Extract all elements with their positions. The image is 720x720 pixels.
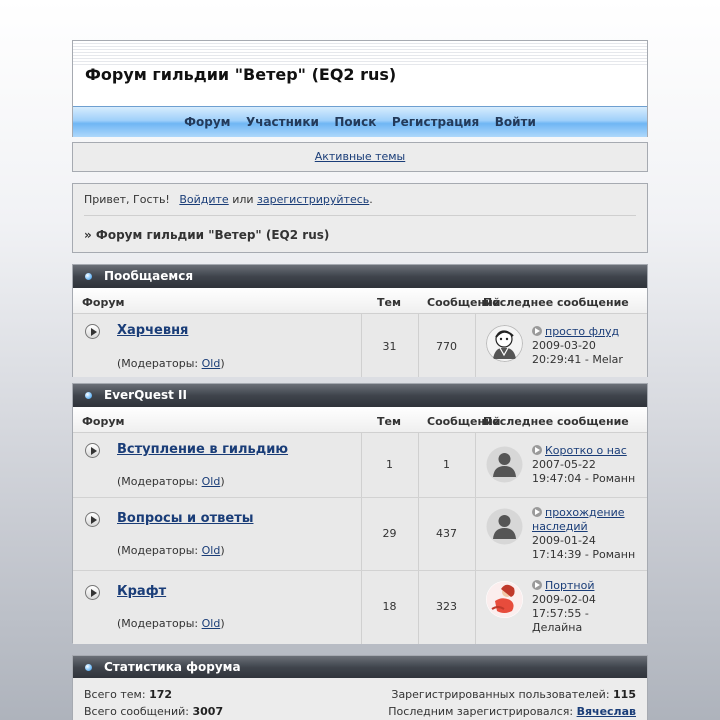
last-post	[532, 579, 644, 635]
last-post	[532, 444, 644, 486]
last-post	[532, 506, 644, 562]
last-post-author: Делайна	[532, 621, 583, 634]
last-post	[532, 325, 644, 367]
nav-login[interactable]: Войти	[494, 115, 536, 129]
greeting-text: Привет, Гость!	[84, 193, 170, 206]
forum-row	[73, 433, 647, 498]
users-label: Зарегистрированных пользователей:	[391, 688, 610, 701]
last-post-author: 20:29:41 - Melar	[532, 353, 623, 366]
forum-status-icon	[85, 585, 100, 600]
category-title: EverQuest II	[104, 388, 187, 402]
nav-register[interactable]: Регистрация	[391, 115, 480, 129]
moderators: (Модераторы: Old)	[117, 357, 225, 370]
go-to-post-icon[interactable]	[532, 326, 542, 336]
forum-link[interactable]: Вопросы и ответы	[117, 511, 254, 526]
default-avatar	[486, 446, 523, 483]
forum-status-icon	[85, 324, 100, 339]
greeting-line	[84, 193, 636, 216]
col-last: Последнее сообщение	[483, 296, 629, 309]
category-everquest	[72, 383, 648, 643]
forum-row	[73, 498, 647, 571]
header-stripes	[73, 41, 647, 65]
col-forum: Форум	[82, 415, 125, 428]
moderators: (Модераторы: Old)	[117, 617, 225, 630]
last-post-link[interactable]: Портной	[545, 579, 595, 592]
nav-search[interactable]: Поиск	[334, 115, 377, 129]
col-topics: Тем	[377, 296, 401, 309]
last-post-date: 2009-02-04	[532, 593, 596, 606]
category-header	[73, 265, 647, 288]
default-avatar	[486, 508, 523, 545]
or-text: или	[232, 193, 254, 206]
topic-count: 18	[382, 600, 397, 613]
register-link[interactable]: зарегистрируйтесь	[257, 193, 370, 206]
bullet-icon	[85, 664, 92, 671]
last-post-date: 2009-03-20	[532, 339, 596, 352]
nav-members[interactable]: Участники	[245, 115, 319, 129]
stats-title: Статистика форума	[104, 660, 241, 674]
bullet-icon	[85, 392, 92, 399]
main-nav	[73, 106, 647, 137]
post-count: 323	[436, 600, 457, 613]
col-posts: Сообщений	[427, 296, 501, 309]
nav-forum[interactable]: Форум	[184, 115, 231, 129]
stats-body	[72, 678, 648, 720]
forum-row	[73, 571, 647, 644]
last-post-date: 2007-05-22	[532, 458, 596, 471]
last-post-link[interactable]: просто флуд	[545, 325, 620, 338]
moderator-link[interactable]: Old	[201, 475, 221, 488]
go-to-post-icon[interactable]	[532, 507, 542, 517]
moderator-link[interactable]: Old	[201, 617, 221, 630]
forum-header	[72, 40, 648, 137]
last-post-link[interactable]: прохождение	[545, 506, 625, 519]
period-text: .	[369, 193, 373, 206]
col-last: Последнее сообщение	[483, 415, 629, 428]
forum-link[interactable]: Крафт	[117, 584, 167, 599]
last-post-time: 17:57:55 -	[532, 607, 589, 620]
login-link[interactable]: Войдите	[179, 193, 229, 206]
col-forum: Форум	[82, 296, 125, 309]
stats-header	[73, 656, 647, 679]
total-posts-label: Всего сообщений:	[84, 705, 189, 718]
column-headers	[73, 407, 647, 433]
column-headers	[73, 288, 647, 314]
cartoon-avatar	[486, 325, 523, 362]
forum-title: Форум гильдии "Ветер" (EQ2 rus)	[85, 65, 397, 84]
bullet-icon	[85, 273, 92, 280]
forum-status-icon	[85, 512, 100, 527]
category-header	[73, 384, 647, 407]
last-post-link-cont[interactable]: наследий	[532, 520, 588, 533]
col-topics: Тем	[377, 415, 401, 428]
moderator-link[interactable]: Old	[201, 357, 221, 370]
go-to-post-icon[interactable]	[532, 580, 542, 590]
topic-count: 1	[386, 458, 393, 471]
active-topics-bar	[72, 142, 648, 172]
topic-count: 29	[382, 527, 397, 540]
forum-link[interactable]: Харчевня	[117, 323, 189, 338]
post-count: 770	[436, 340, 457, 353]
stats-section	[72, 655, 648, 679]
active-topics-link[interactable]: Активные темы	[314, 150, 406, 163]
breadcrumb: » Форум гильдии "Ветер" (EQ2 rus)	[84, 228, 330, 242]
total-topics-label: Всего тем:	[84, 688, 146, 701]
last-registered-user[interactable]: Вячеслав	[576, 705, 636, 718]
forum-row	[73, 314, 647, 377]
moderator-link[interactable]: Old	[201, 544, 221, 557]
go-to-post-icon[interactable]	[532, 445, 542, 455]
users-count: 115	[613, 688, 636, 701]
forum-link[interactable]: Вступление в гильдию	[117, 442, 289, 457]
forum-status-icon	[85, 443, 100, 458]
pinup-avatar	[486, 581, 523, 618]
category-title: Пообщаемся	[104, 269, 194, 283]
last-post-author: 19:47:04 - Романн	[532, 472, 636, 485]
stats-right	[388, 686, 636, 720]
last-post-link[interactable]: Коротко о нас	[545, 444, 627, 457]
moderators: (Модераторы: Old)	[117, 544, 225, 557]
post-count: 1	[443, 458, 450, 471]
title-area	[73, 65, 647, 105]
total-posts: 3007	[192, 705, 224, 718]
post-count: 437	[436, 527, 457, 540]
total-topics: 172	[149, 688, 173, 701]
last-registered-label: Последним зарегистрировался:	[388, 705, 574, 718]
topic-count: 31	[382, 340, 397, 353]
category-pobshchaemsya	[72, 264, 648, 377]
welcome-box	[72, 183, 648, 253]
last-post-date: 2009-01-24	[532, 534, 596, 547]
moderators: (Модераторы: Old)	[117, 475, 225, 488]
last-post-author: 17:14:39 - Романн	[532, 548, 636, 561]
stats-left	[84, 686, 223, 720]
col-posts: Сообщений	[427, 415, 501, 428]
